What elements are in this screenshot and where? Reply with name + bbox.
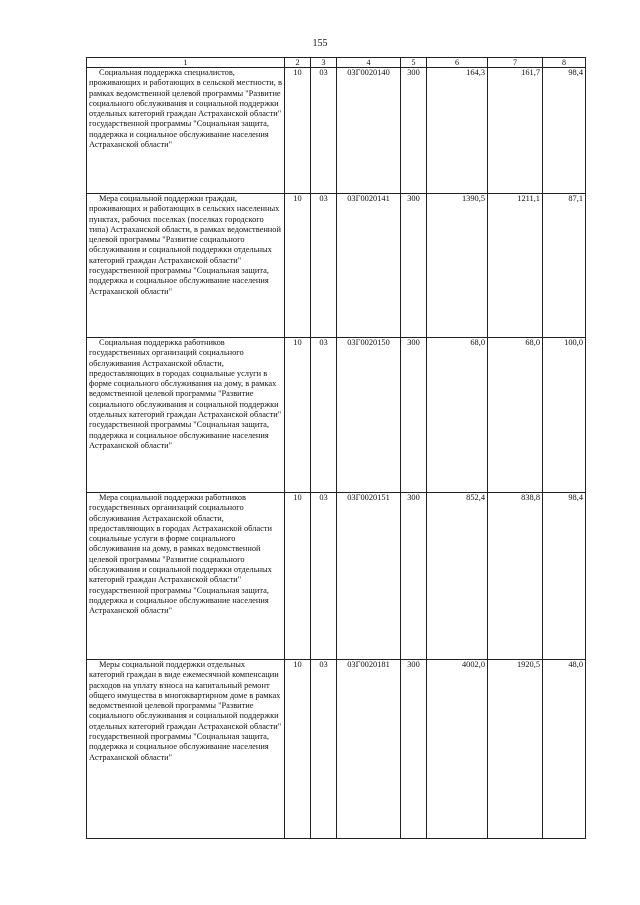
planned-amount: 1390,5 xyxy=(427,194,488,338)
column-header: 2 xyxy=(285,58,311,68)
planned-amount: 4002,0 xyxy=(427,660,488,839)
column-header: 4 xyxy=(337,58,401,68)
target-article-code: 03Г0020151 xyxy=(337,493,401,660)
expense-type-code: 300 xyxy=(401,338,427,493)
execution-percent: 48,0 xyxy=(543,660,586,839)
column-header: 8 xyxy=(543,58,586,68)
column-header: 3 xyxy=(311,58,337,68)
target-article-code: 03Г0020150 xyxy=(337,338,401,493)
actual-amount: 161,7 xyxy=(488,68,543,194)
section-code: 10 xyxy=(285,338,311,493)
expense-type-code: 300 xyxy=(401,194,427,338)
table-row xyxy=(87,493,586,660)
actual-amount: 1920,5 xyxy=(488,660,543,839)
subsection-code: 03 xyxy=(311,338,337,493)
planned-amount: 164,3 xyxy=(427,68,488,194)
page-number: 155 xyxy=(312,38,328,49)
section-code: 10 xyxy=(285,68,311,194)
budget-table xyxy=(86,57,586,839)
actual-amount: 838,8 xyxy=(488,493,543,660)
column-header: 7 xyxy=(488,58,543,68)
subsection-code: 03 xyxy=(311,194,337,338)
target-article-code: 03Г0020140 xyxy=(337,68,401,194)
target-article-code: 03Г0020181 xyxy=(337,660,401,839)
table-row xyxy=(87,194,586,338)
row-description: Мера социальной поддержки граждан, проживающих и работающих в сельских населенных пунктах, рабочих поселках (поселках городского типа) Астраханской области, в рамках ведомственной целевой программы "Развитие социального обслуживания и социальной поддержки отдельных категорий граждан Астраханской области" государственной программы "Социальная защита, поддержка и социальное обслуживание населения Астраханской области" xyxy=(87,194,285,338)
expense-type-code: 300 xyxy=(401,660,427,839)
section-code: 10 xyxy=(285,194,311,338)
subsection-code: 03 xyxy=(311,660,337,839)
row-description: Меры социальной поддержки отдельных категорий граждан в виде ежемесячной компенсации расходов на уплату взноса на капитальный ремонт общего имущества в многоквартирном доме в рамках ведомственной целевой программы "Развитие социального обслуживания и социальной поддержки отдельных категорий граждан Астраханской области" государственной программы "Социальная защита, поддержка и социальное обслуживание населения Астраханской области" xyxy=(87,660,285,839)
row-description: Мера социальной поддержки работников государственных организаций социального обслуживания Астраханской области, предоставляющих в городах Астраханской области социальные услуги в форме социального обслуживания на дому, в рамках ведомственной целевой программы "Развитие социального обслуживания и социальной поддержки отдельных категорий граждан Астраханской области" государственной программы "Социальная защита, поддержка и социальное обслуживание населения Астраханской области" xyxy=(87,493,285,660)
section-code: 10 xyxy=(285,660,311,839)
subsection-code: 03 xyxy=(311,68,337,194)
row-description: Социальная поддержка специалистов, проживающих и работающих в сельской местности, в рамках ведомственной целевой программы "Развитие социального обслуживания и социальной поддержки отдельных категорий граждан Астраханской области" государственной программы "Социальная защита, поддержка и социальное обслуживание населения Астраханской области" xyxy=(87,68,285,194)
table-row xyxy=(87,338,586,493)
row-description: Социальная поддержка работников государственных организаций социального обслуживания Астраханской области, предоставляющих в городах социальные услуги в форме социального обслуживания на дому, в рамках ведомственной целевой программы "Развитие социального обслуживания и социальной поддержки отдельных категорий граждан Астраханской области" государственной программы "Социальная защита, поддержка и социальное обслуживание населения Астраханской области" xyxy=(87,338,285,493)
column-header: 5 xyxy=(401,58,427,68)
planned-amount: 852,4 xyxy=(427,493,488,660)
expense-type-code: 300 xyxy=(401,68,427,194)
column-header: 6 xyxy=(427,58,488,68)
subsection-code: 03 xyxy=(311,493,337,660)
target-article-code: 03Г0020141 xyxy=(337,194,401,338)
execution-percent: 100,0 xyxy=(543,338,586,493)
execution-percent: 87,1 xyxy=(543,194,586,338)
column-header: 1 xyxy=(87,58,285,68)
expense-type-code: 300 xyxy=(401,493,427,660)
section-code: 10 xyxy=(285,493,311,660)
table-row xyxy=(87,68,586,194)
execution-percent: 98,4 xyxy=(543,68,586,194)
table-header-row xyxy=(87,58,586,68)
planned-amount: 68,0 xyxy=(427,338,488,493)
execution-percent: 98,4 xyxy=(543,493,586,660)
actual-amount: 68,0 xyxy=(488,338,543,493)
actual-amount: 1211,1 xyxy=(488,194,543,338)
table-row xyxy=(87,660,586,839)
